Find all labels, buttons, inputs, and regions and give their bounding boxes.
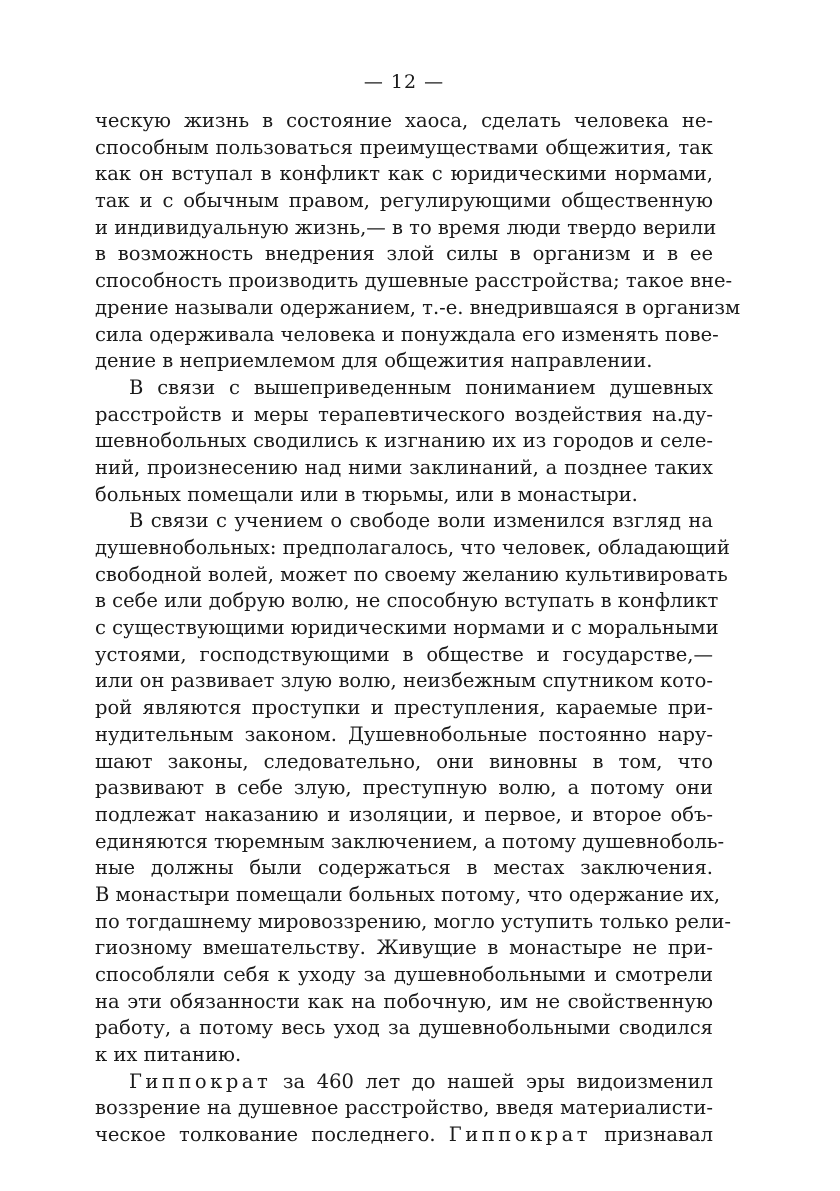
text-line: способность производить душевные расстройства; такое вне-	[95, 269, 733, 293]
text-line: В монастыри помещали больных потому, что одержание их,	[95, 882, 721, 906]
paragraph-4	[95, 1069, 713, 1149]
text-line: так и с обычным правом, регулирующими общественную	[95, 189, 713, 213]
text-line: ний, произнесению над ними заклинаний, а позднее таких	[95, 455, 713, 479]
text-line: свободной волей, может по своему желанию культивировать	[95, 562, 728, 586]
text-line	[95, 1122, 713, 1149]
text-line: ные должны были содержаться в местах заключения.	[95, 856, 713, 880]
text-line: в возможность внедрения злой силы в организм и в ее	[95, 242, 713, 266]
text-line: устоями, господствующими в обществе и государстве,—	[95, 642, 713, 666]
text-line: больных помещали или в тюрьмы, или в монастыри.	[95, 482, 638, 506]
text-line: рой являются проступки и преступления, караемые при-	[95, 696, 713, 720]
text-line: воззрение на душевное расстройство, введя материалисти-	[95, 1096, 713, 1120]
text-line: ческую жизнь в состояние хаоса, сделать человека не-	[95, 109, 713, 132]
text-line: единяются тюремным заключением, а потому душевноболь-	[95, 829, 725, 853]
paragraph-2	[95, 375, 713, 508]
text-line: и индивидуальную жизнь,— в то время люди твердо верили	[95, 215, 717, 239]
text-line: подлежат наказанию и изоляции, и первое, и второе объ-	[95, 802, 713, 826]
text-line: сила одерживала человека и понуждала его изменять пове-	[95, 322, 719, 346]
text-line: расстройств и меры терапевтического воздействия на.ду-	[95, 402, 713, 426]
text-line	[95, 1069, 713, 1096]
spaced-name: Гиппократ	[448, 1123, 592, 1147]
text-line: или он развивает злую волю, неизбежным спутником кото-	[95, 669, 713, 693]
text-line: к их питанию.	[95, 1043, 242, 1067]
text-line: дрение называли одержанием, т.-е. внедрившаяся в организм	[95, 295, 741, 319]
text-line: способляли себя к уходу за душевнобольными и смотрели	[95, 963, 713, 986]
text-line: В связи с вышеприведенным пониманием душевных	[129, 375, 713, 399]
text-line: В связи с учением о свободе воли изменился взгляд на	[129, 509, 713, 533]
text-line: способным пользоваться преимуществами общежития, так	[95, 135, 713, 159]
text-segment: ческое толкование последнего.	[95, 1123, 436, 1147]
text-line: в себе или добрую волю, не способную вступать в конфликт	[95, 589, 719, 613]
text-line: дение в неприемлемом для общежития направлении.	[95, 349, 653, 373]
text-line: как он вступал в конфликт как с юридическими нормами,	[95, 162, 713, 186]
text-line: на эти обязанности как на побочную, им не свойственную	[95, 989, 713, 1013]
text-line: нудительным законом. Душевнобольные постоянно нару-	[95, 722, 713, 746]
text-line: душевнобольных: предполагалось, что человек, обладающий	[95, 536, 730, 559]
text-segment: за 460 лет до нашей эры видоизменил	[282, 1069, 713, 1093]
book-page	[95, 68, 741, 1149]
text-line: с существующими юридическими нормами и с моральными	[95, 616, 719, 640]
paragraph-3	[95, 508, 731, 1068]
spaced-name: Гиппократ	[129, 1069, 272, 1093]
text-line: работу, а потому весь уход за душевнобольными сводился	[95, 1016, 713, 1040]
text-line: гиозному вмешательству. Живущие в монастыре не при-	[95, 936, 713, 960]
text-line: шают законы, следовательно, они виновны в том, что	[95, 749, 713, 773]
text-segment: признавал	[604, 1123, 713, 1147]
paragraph-1	[95, 108, 741, 375]
text-line: шевнобольных сводились к изгнанию их из городов и селе-	[95, 429, 713, 453]
text-line: по тогдашнему мировоззрению, могло уступить только рели-	[95, 909, 731, 933]
page-number: — 12 —	[363, 71, 445, 93]
text-line: развивают в себе злую, преступную волю, а потому они	[95, 776, 713, 800]
